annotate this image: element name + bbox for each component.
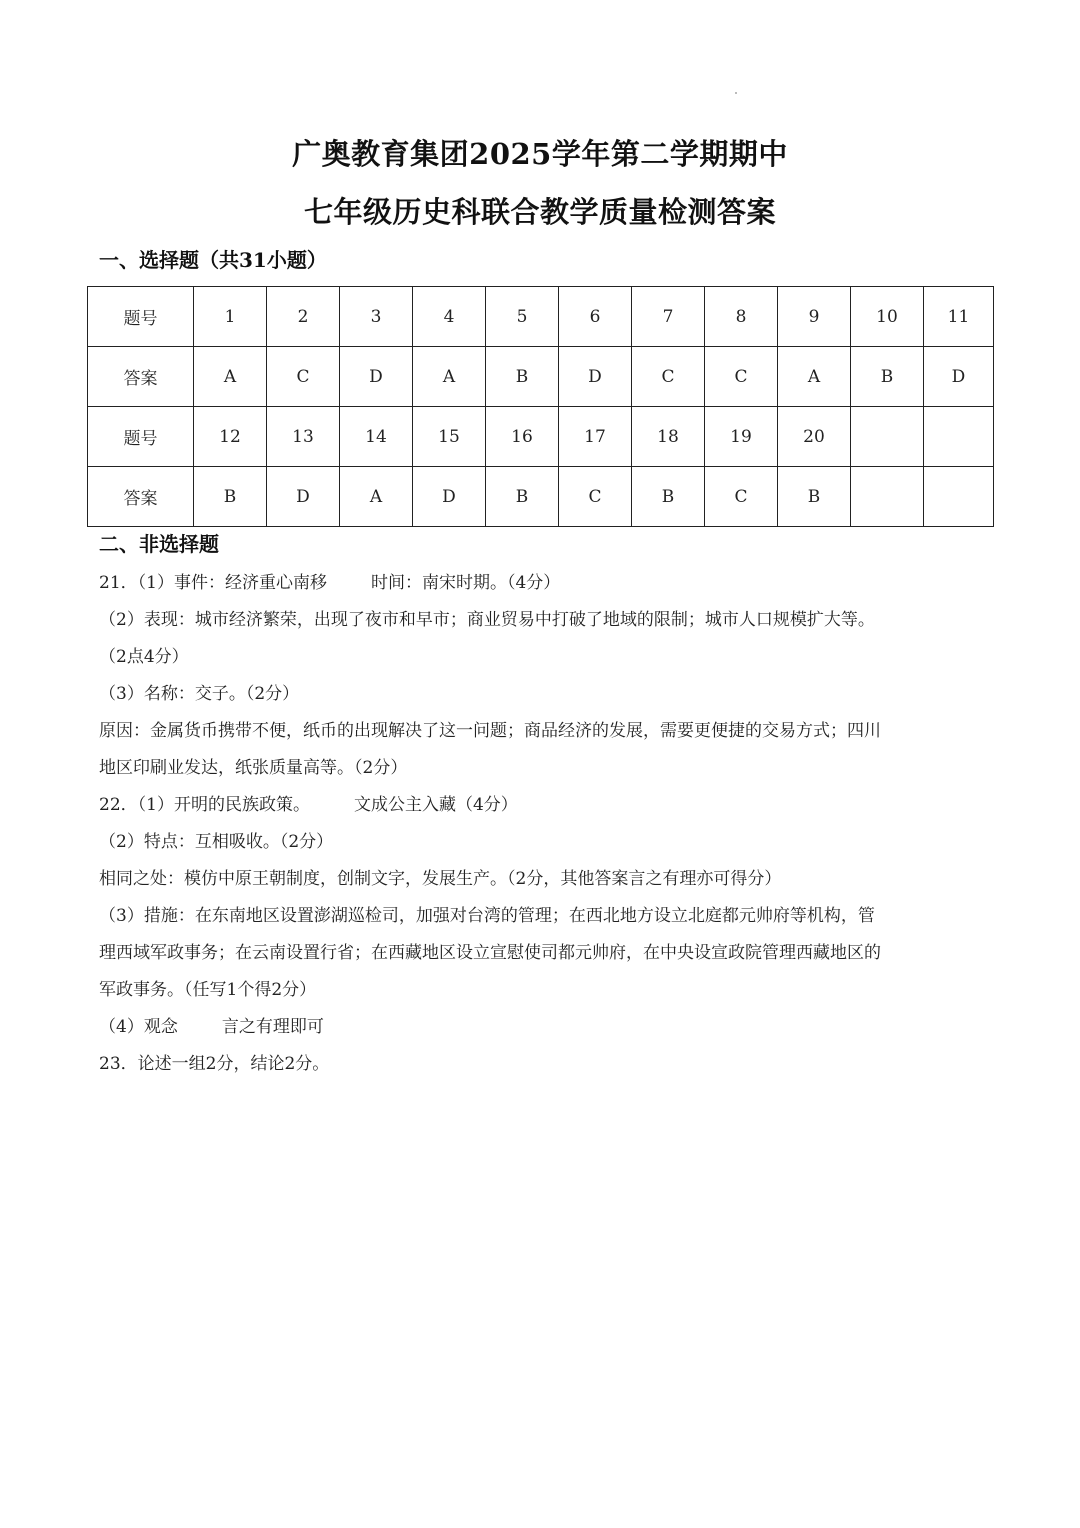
table-cell: 9 [778, 287, 851, 347]
table-cell: 20 [778, 407, 851, 467]
table-cell: B [632, 467, 705, 527]
table-cell: B [486, 347, 559, 407]
table-cell: 14 [340, 407, 413, 467]
answer-line: （2）表现：城市经济繁荣，出现了夜市和早市；商业贸易中打破了地域的限制；城市人口规模扩大等。 [99, 610, 875, 630]
row-label-cell: 题号 [88, 407, 194, 467]
section-heading-nonchoice: 二、非选择题 [99, 532, 219, 556]
answer-text: 22．（1）开明的民族政策。 [99, 795, 310, 815]
table-cell [924, 467, 994, 527]
table-cell: A [340, 467, 413, 527]
document-title-line2: 七年级历史科联合教学质量检测答案 [303, 195, 776, 229]
nonchoice-answers [99, 565, 989, 1083]
table-cell [851, 407, 924, 467]
row-label-cell: 答案 [88, 467, 194, 527]
answer-line: 原因：金属货币携带不便，纸币的出现解决了这一问题；商品经济的发展，需要更便捷的交易方式；四川 [99, 721, 881, 741]
table-cell: D [559, 347, 632, 407]
answer-line: 相同之处：模仿中原王朝制度，创制文字，发展生产。（2分，其他答案言之有理亦可得分） [99, 869, 782, 889]
table-row [88, 347, 994, 407]
answer-line: 地区印刷业发达，纸张质量高等。（2分） [99, 758, 408, 778]
table-row [88, 287, 994, 347]
answer-line: （2点4分） [99, 647, 189, 667]
answer-line [99, 787, 989, 824]
table-cell: B [486, 467, 559, 527]
table-cell: C [559, 467, 632, 527]
speck [735, 92, 737, 94]
answer-line [99, 1009, 989, 1046]
table-cell: 16 [486, 407, 559, 467]
table-cell: 7 [632, 287, 705, 347]
table-cell: 12 [194, 407, 267, 467]
table-cell: C [705, 467, 778, 527]
section-heading-choice: 一、选择题（共31小题） [99, 248, 327, 272]
table-cell [924, 407, 994, 467]
answer-table [87, 286, 994, 527]
table-cell [851, 467, 924, 527]
table-cell: C [267, 347, 340, 407]
row-label-cell: 题号 [88, 287, 194, 347]
table-row [88, 407, 994, 467]
answer-line: 23．论述一组2分，结论2分。 [99, 1054, 330, 1074]
table-cell: 5 [486, 287, 559, 347]
table-cell: D [924, 347, 994, 407]
table-cell: 19 [705, 407, 778, 467]
table-cell: D [340, 347, 413, 407]
answer-line [99, 565, 989, 602]
table-cell: 4 [413, 287, 486, 347]
table-cell: B [778, 467, 851, 527]
table-cell: 3 [340, 287, 413, 347]
answer-line: （2）特点：互相吸收。（2分） [99, 832, 334, 852]
table-cell: A [194, 347, 267, 407]
table-cell: 6 [559, 287, 632, 347]
row-label-cell: 答案 [88, 347, 194, 407]
answer-text: （4）观念 [99, 1017, 178, 1037]
answer-line: 理西域军政事务；在云南设置行省；在西藏地区设立宣慰使司都元帅府，在中央设宣政院管理西藏地区的 [99, 943, 881, 963]
answer-text: 21．（1）事件：经济重心南移 [99, 573, 327, 593]
answer-text: 文成公主入藏（4分） [353, 795, 518, 815]
table-cell: 11 [924, 287, 994, 347]
answer-text: 言之有理即可 [221, 1017, 324, 1037]
answer-line: 军政事务。（任写1个得2分） [99, 980, 317, 1000]
table-cell: B [851, 347, 924, 407]
table-cell: 18 [632, 407, 705, 467]
table-cell: C [632, 347, 705, 407]
answer-text: 时间：南宋时期。（4分） [370, 573, 561, 593]
table-cell: 1 [194, 287, 267, 347]
table-cell: 2 [267, 287, 340, 347]
table-cell: B [194, 467, 267, 527]
table-cell: 15 [413, 407, 486, 467]
table-cell: A [413, 347, 486, 407]
table-cell: D [267, 467, 340, 527]
table-cell: 17 [559, 407, 632, 467]
table-cell: D [413, 467, 486, 527]
table-cell: C [705, 347, 778, 407]
answer-line: （3）措施：在东南地区设置澎湖巡检司，加强对台湾的管理；在西北地方设立北庭都元帅府等机构，管 [99, 906, 875, 926]
table-row [88, 467, 994, 527]
table-cell: A [778, 347, 851, 407]
table-cell: 8 [705, 287, 778, 347]
document-title-line1: 广奥教育集团2025学年第二学期期中 [292, 137, 788, 171]
table-cell: 13 [267, 407, 340, 467]
table-cell: 10 [851, 287, 924, 347]
answer-line: （3）名称：交子。（2分） [99, 684, 300, 704]
